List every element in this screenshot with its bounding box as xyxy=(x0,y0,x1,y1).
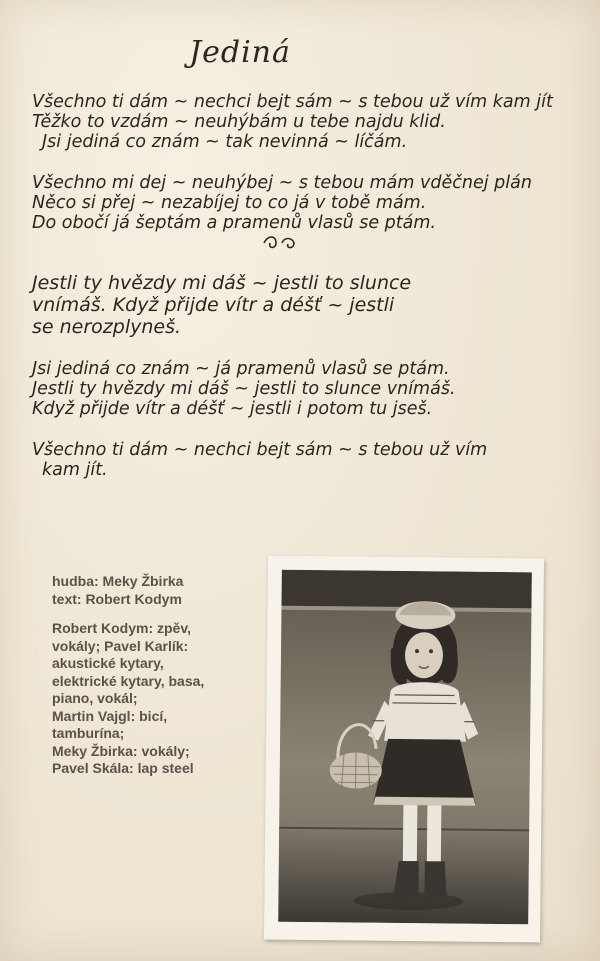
swirl-ornament-icon xyxy=(262,235,296,251)
credit-line: Martin Vajgl: bicí, xyxy=(52,707,168,724)
musicians-block xyxy=(52,620,252,778)
credits xyxy=(52,573,252,790)
credit-line: tamburína; xyxy=(52,725,125,741)
authors-block xyxy=(52,573,252,608)
song-title: Jediná xyxy=(189,35,291,70)
lyric-line: se nerozplyneš. xyxy=(32,316,182,338)
credit-line: elektrické kytary, basa, xyxy=(52,672,205,689)
credit-line: text: Robert Kodym xyxy=(52,590,182,607)
credit-line: Robert Kodym: zpěv, xyxy=(52,620,191,636)
stanza-5 xyxy=(32,440,572,480)
lyric-line: Něco si přej ~ nezabíjej to co já v tobě mám. xyxy=(32,193,427,213)
lyric-line: Všechno ti dám ~ nechci bejt sám ~ s tebou už vím kam jít xyxy=(32,92,553,112)
credit-line: Pavel Skála: lap steel xyxy=(52,760,194,776)
photo-frame xyxy=(264,556,544,943)
lyrics xyxy=(32,92,572,501)
girl-with-basket-photo-icon xyxy=(278,570,532,925)
lyric-line: Jsi jediná co znám ~ tak nevinná ~ líčám. xyxy=(42,132,408,152)
stanza-4 xyxy=(32,359,572,419)
credit-line: hudba: Meky Žbirka xyxy=(52,573,184,589)
credit-line: piano, vokál; xyxy=(52,690,138,706)
lyric-line: Do obočí já šeptám a pramenů vlasů se ptám. xyxy=(32,213,436,233)
lyric-line: Když přijde vítr a déšť ~ jestli i potom tu jseš. xyxy=(32,399,433,419)
vintage-photo xyxy=(278,570,532,925)
stanza-2 xyxy=(32,173,572,251)
lyric-line: Všechno ti dám ~ nechci bejt sám ~ s tebou už vím xyxy=(32,440,488,460)
stanza-3 xyxy=(32,272,572,338)
lyric-line: Těžko to vzdám ~ neuhýbám u tebe najdu klid. xyxy=(32,112,446,132)
lyric-line: Jsi jediná co znám ~ já pramenů vlasů se ptám. xyxy=(32,359,450,379)
lyric-line: kam jít. xyxy=(42,460,108,480)
credit-line: akustické kytary, xyxy=(52,655,164,671)
lyric-line: Jestli ty hvězdy mi dáš ~ jestli to slunce vnímáš. xyxy=(32,379,456,399)
lyric-line: Jestli ty hvězdy mi dáš ~ jestli to slunce xyxy=(32,272,412,294)
credit-line: Meky Žbirka: vokály; xyxy=(52,742,190,759)
credit-line: vokály; Pavel Karlík: xyxy=(52,637,189,654)
lyric-line: Všechno mi dej ~ neuhýbej ~ s tebou mám vděčnej plán xyxy=(32,173,532,193)
lyric-line: vnímáš. Když přijde vítr a déšť ~ jestli xyxy=(32,294,395,316)
stanza-1 xyxy=(32,92,572,152)
